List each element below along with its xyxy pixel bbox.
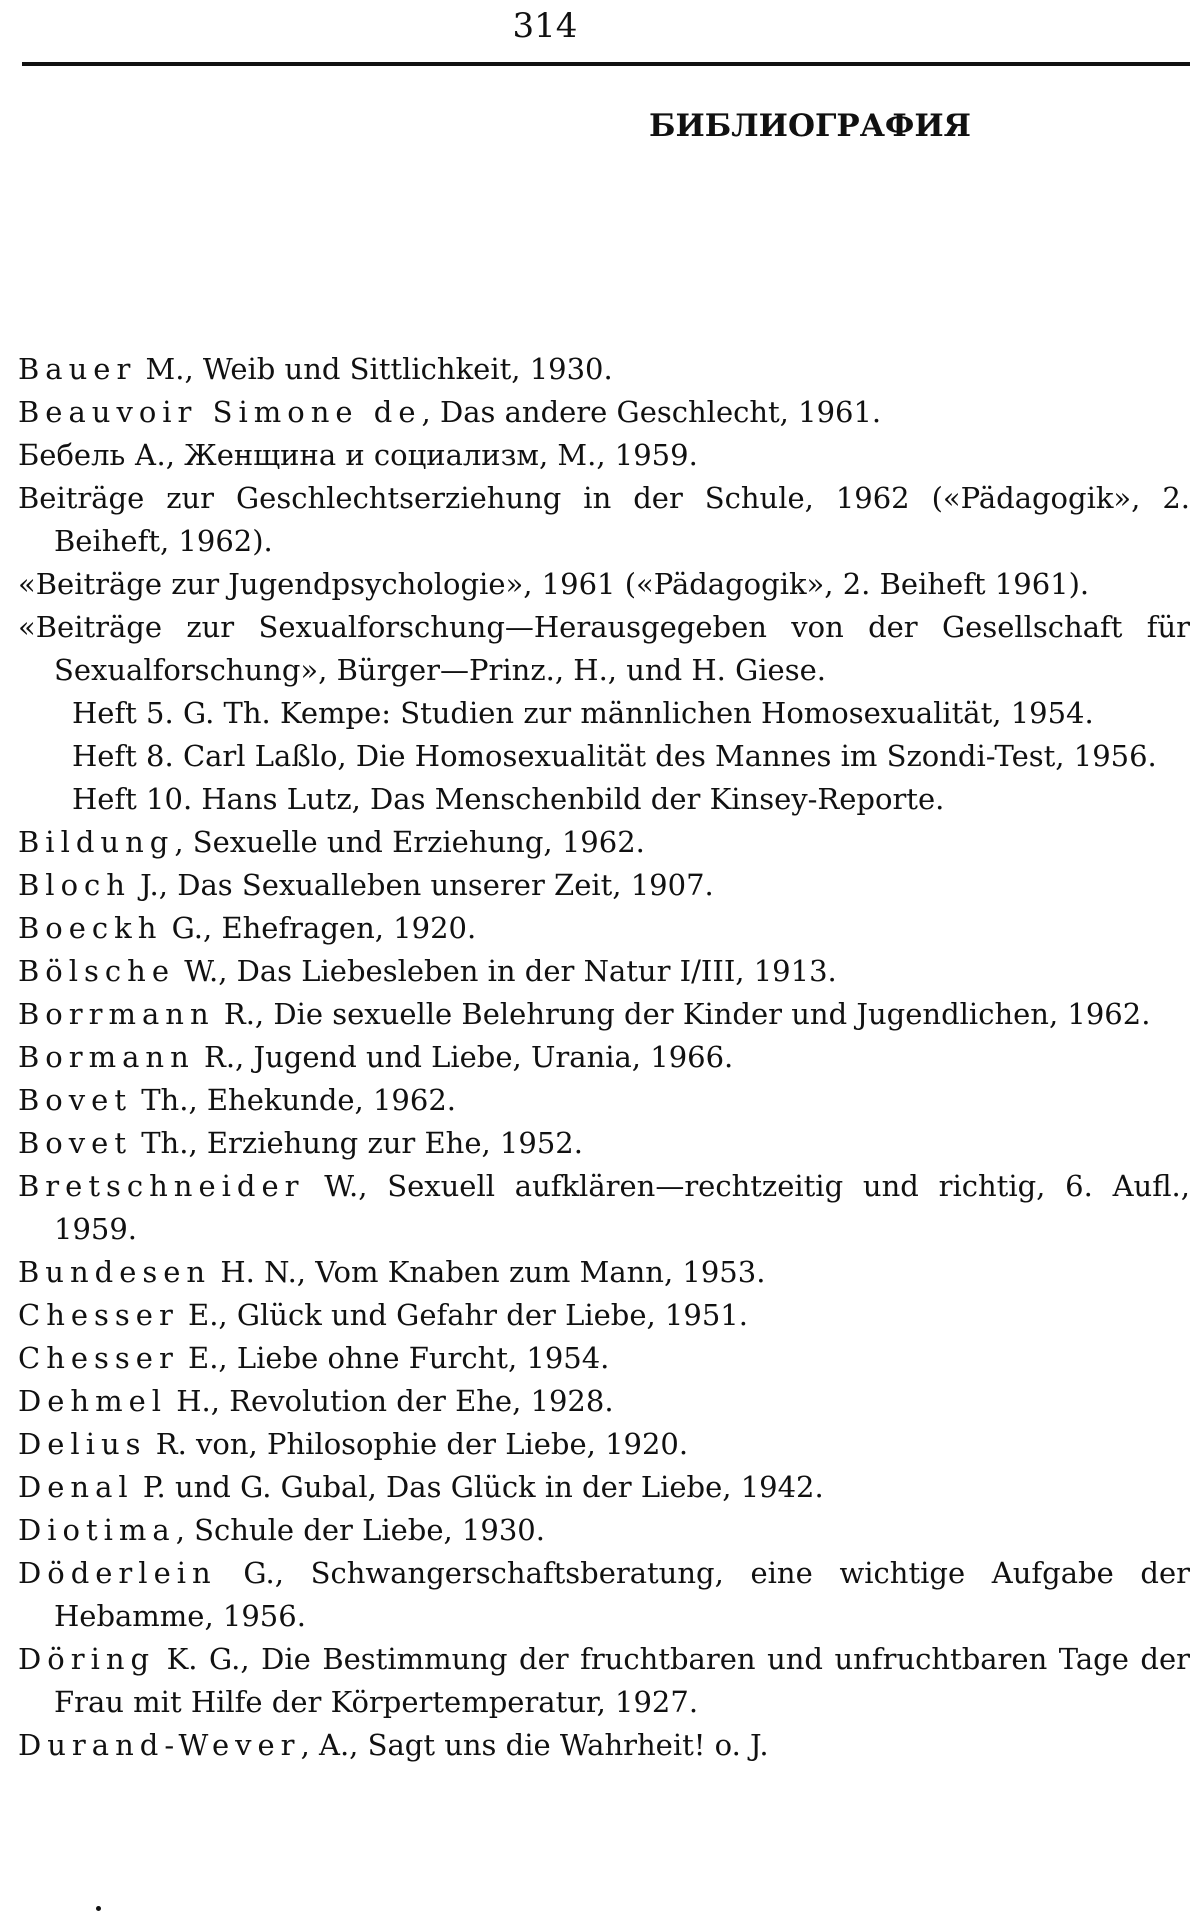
page-number: 314: [512, 6, 578, 46]
bibliography-entry: [18, 1122, 1190, 1165]
entry-text: H., Revolution der Ehe, 1928.: [167, 1384, 614, 1418]
entry-text: , Schule der Liebe, 1930.: [175, 1513, 545, 1547]
entry-text: E., Liebe ohne Furcht, 1954.: [178, 1341, 610, 1375]
entry-author: Beauvoir Simone de: [18, 395, 422, 429]
entry-author: Bloch: [18, 868, 131, 902]
entry-text: W., Sexuell aufklären—rechtzeitig und richtig, 6. Aufl., 1959.: [54, 1169, 1190, 1246]
entry-author: Chesser: [18, 1341, 179, 1375]
bibliography-entry: [18, 606, 1190, 692]
entry-text: Beiträge zur Geschlechtserziehung in der Schule, 1962 («Pädagogik», 2. Beiheft, 1962).: [18, 481, 1190, 558]
entry-text: R., Die sexuelle Belehrung der Kinder und Jugendlichen, 1962.: [214, 997, 1151, 1031]
entry-text: G., Schwangerschaftsberatung, eine wichtige Aufgabe der Hebamme, 1956.: [54, 1556, 1190, 1633]
entry-author: Chesser: [18, 1298, 179, 1332]
entry-author: Diotima: [18, 1513, 176, 1547]
bibliography-entry: [18, 993, 1190, 1036]
entry-text: «Beiträge zur Jugendpsychologie», 1961 («Pädagogik», 2. Beiheft 1961).: [18, 567, 1090, 601]
bibliography-entry: [18, 1724, 1190, 1767]
bibliography-entry: [18, 348, 1190, 391]
entry-text: J., Das Sexualleben unserer Zeit, 1907.: [130, 868, 714, 902]
bibliography-entry: [18, 434, 1190, 477]
entry-author: Durand-Wever: [18, 1728, 301, 1762]
bibliography-entry: [18, 907, 1190, 950]
bibliography-entry: [18, 563, 1190, 606]
entry-author: Bildung: [18, 825, 175, 859]
bibliography-entry: [18, 1638, 1190, 1724]
entry-text: , A., Sagt uns die Wahrheit! o. J.: [300, 1728, 769, 1762]
bibliography-entry: [18, 692, 1190, 735]
entry-text: , Sexuelle und Erziehung, 1962.: [174, 825, 645, 859]
entry-author: Bovet: [18, 1083, 132, 1117]
header-rule: [22, 62, 1190, 66]
bibliography-entry: [18, 1466, 1190, 1509]
bibliography-entry: [18, 1079, 1190, 1122]
entry-text: Heft 8. Carl Laßlo, Die Homosexualität des Mannes im Szondi-Test, 1956.: [72, 739, 1157, 773]
entry-text: R., Jugend und Liebe, Urania, 1966.: [194, 1040, 734, 1074]
entry-text: Heft 5. G. Th. Kempe: Studien zur männlichen Homosexualität, 1954.: [72, 696, 1094, 730]
entry-author: Denal: [18, 1470, 134, 1504]
bibliography-entry: [18, 821, 1190, 864]
bibliography-entry: [18, 1251, 1190, 1294]
entry-author: Bölsche: [18, 954, 176, 988]
bibliography-entry: [18, 1423, 1190, 1466]
entry-text: , Das andere Geschlecht, 1961.: [421, 395, 882, 429]
entry-author: Bovet: [18, 1126, 132, 1160]
entry-author: Borrmann: [18, 997, 215, 1031]
entry-author: Bormann: [18, 1040, 195, 1074]
entry-text: E., Glück und Gefahr der Liebe, 1951.: [178, 1298, 748, 1332]
bibliography-list: [18, 348, 1190, 1767]
bibliography-entry: [18, 1165, 1190, 1251]
bibliography-entry: [18, 391, 1190, 434]
entry-author: Dehmel: [18, 1384, 168, 1418]
bibliography-entry: [18, 864, 1190, 907]
entry-text: Бебель А., Женщина и социализм, М., 1959.: [18, 438, 698, 472]
bibliography-entry: [18, 950, 1190, 993]
entry-author: Döderlein: [18, 1556, 217, 1590]
entry-text: K. G., Die Bestimmung der fruchtbaren und unfruchtbaren Tage der Frau mit Hilfe der Körpertemperatur, 1927.: [54, 1642, 1190, 1719]
bibliography-entry: [18, 735, 1190, 778]
bibliography-entry: [18, 1509, 1190, 1552]
entry-text: H. N., Vom Knaben zum Mann, 1953.: [211, 1255, 766, 1289]
bibliography-entry: [18, 1552, 1190, 1638]
bibliography-entry: [18, 1380, 1190, 1423]
entry-text: «Beiträge zur Sexualforschung—Herausgegeben von der Gesellschaft für Sexualforschung», Bürger—Prinz., H., und H. Giese.: [18, 610, 1190, 687]
entry-author: Boeckh: [18, 911, 163, 945]
entry-text: W., Das Liebesleben in der Natur I/III, 1913.: [175, 954, 837, 988]
entry-author: Delius: [18, 1427, 147, 1461]
entry-text: M., Weib und Sittlichkeit, 1930.: [136, 352, 613, 386]
print-speck: [96, 1906, 101, 1911]
bibliography-entry: [18, 1337, 1190, 1380]
entry-author: Döring: [18, 1642, 156, 1676]
section-title: БИБЛИОГРАФИЯ: [649, 108, 971, 144]
entry-text: R. von, Philosophie der Liebe, 1920.: [146, 1427, 689, 1461]
bibliography-entry: [18, 1036, 1190, 1079]
entry-author: Bauer: [18, 352, 137, 386]
entry-text: Th., Erziehung zur Ehe, 1952.: [131, 1126, 583, 1160]
entry-text: Heft 10. Hans Lutz, Das Menschenbild der Kinsey-Reporte.: [72, 782, 945, 816]
bibliography-entry: [18, 778, 1190, 821]
entry-text: P. und G. Gubal, Das Glück in der Liebe, 1942.: [133, 1470, 824, 1504]
bibliography-entry: [18, 1294, 1190, 1337]
entry-text: Th., Ehekunde, 1962.: [131, 1083, 456, 1117]
entry-text: G., Ehefragen, 1920.: [162, 911, 477, 945]
entry-author: Bretschneider: [18, 1169, 305, 1203]
entry-author: Bundesen: [18, 1255, 212, 1289]
bibliography-entry: [18, 477, 1190, 563]
